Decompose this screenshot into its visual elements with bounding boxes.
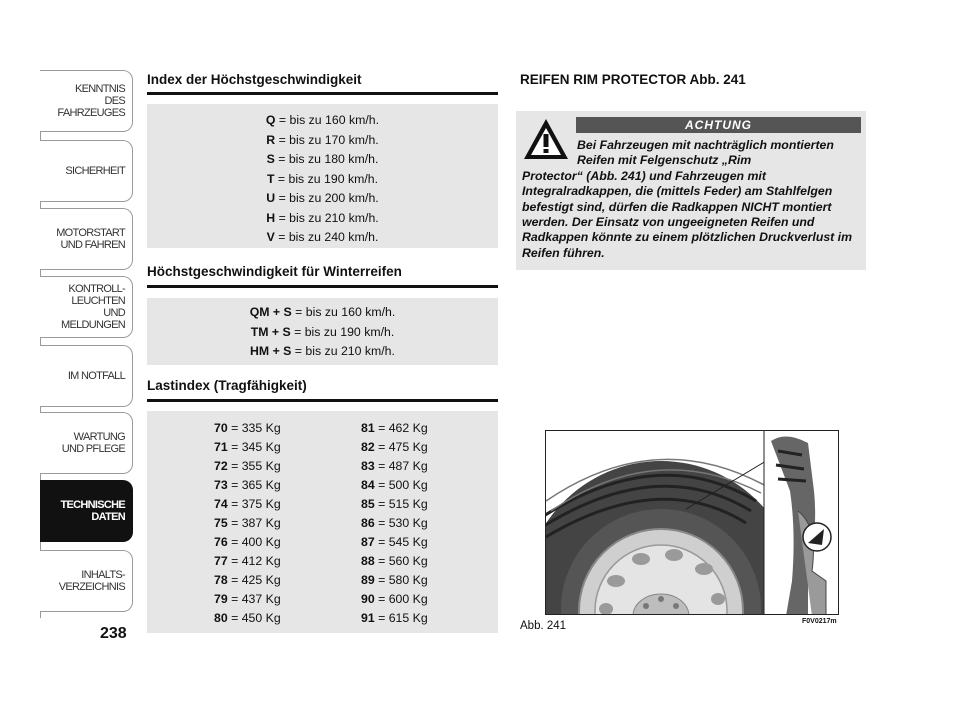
- load-index-row: [214, 438, 281, 457]
- load-index-row: [214, 514, 281, 533]
- speed-index-row-value: = bis zu 210 km/h.: [275, 210, 379, 225]
- load-index-row-value: = 335 Kg: [227, 421, 281, 435]
- speed-index-row: [147, 111, 498, 131]
- warning-banner: ACHTUNG: [576, 117, 861, 133]
- load-index-row-value: = 365 Kg: [227, 478, 281, 492]
- load-index-row-value: = 580 Kg: [374, 573, 428, 587]
- side-tab[interactable]: WARTUNG UND PFLEGE: [40, 412, 133, 474]
- load-index-row-value: = 487 Kg: [374, 459, 428, 473]
- winter-row-code: TM + S: [250, 324, 291, 339]
- speed-index-row-code: T: [266, 171, 275, 186]
- speed-index-row-value: = bis zu 240 km/h.: [274, 230, 379, 244]
- load-index-row: [361, 438, 428, 457]
- load-index-row: [361, 514, 428, 533]
- load-index-right-column: [361, 419, 428, 628]
- load-index-row-value: = 462 Kg: [374, 421, 428, 435]
- warning-text-rest: Protector“ (Abb. 241) und Fahrzeugen mit Integralradkappen, die (mittels Feder) am Stahlfelgen befestigt sind, dürfen die Radkappen NICHT montiert werden. Der Einsatz von ungeeigneten Reifen und Radkappen könnte zu einem plötzlichen Druckverlust im Reifen führen.: [522, 168, 853, 260]
- load-index-row-code: 79: [214, 592, 228, 606]
- load-index-row: [214, 609, 281, 628]
- load-index-row: [361, 533, 428, 552]
- warning-text: [522, 138, 862, 261]
- side-tab[interactable]: MOTORSTART UND FAHREN: [40, 208, 133, 270]
- winter-list: [147, 303, 498, 362]
- load-index-row-code: 77: [214, 554, 228, 568]
- figure-code: F0V0217m: [802, 618, 837, 625]
- speed-index-row-value: = bis zu 180 km/h.: [274, 152, 379, 166]
- load-index-row-code: 76: [214, 535, 228, 549]
- warning-text-first: Bei Fahrzeugen mit nachträglich montierten Reifen mit Felgenschutz „Rim: [577, 138, 834, 168]
- load-index-row: [361, 571, 428, 590]
- divider: [147, 285, 498, 288]
- winter-row: [147, 323, 498, 343]
- load-index-row-value: = 545 Kg: [374, 535, 428, 549]
- divider: [147, 399, 498, 402]
- side-tab[interactable]: INHALTS- VERZEICHNIS: [40, 550, 133, 612]
- load-index-row-value: = 375 Kg: [227, 497, 281, 511]
- winter-row-value: = bis zu 210 km/h.: [291, 344, 395, 358]
- load-index-row-code: 85: [361, 497, 375, 511]
- load-index-row-code: 73: [214, 478, 228, 492]
- side-tab[interactable]: TECHNISCHE DATEN: [40, 480, 133, 542]
- load-index-row-value: = 500 Kg: [374, 478, 428, 492]
- load-index-row: [214, 495, 281, 514]
- load-index-row-code: 71: [214, 440, 228, 454]
- load-index-row-value: = 475 Kg: [374, 440, 428, 454]
- speed-index-box: [147, 104, 498, 248]
- speed-index-row-code: H: [266, 210, 276, 225]
- load-index-row: [361, 457, 428, 476]
- divider: [147, 92, 498, 95]
- load-index-row-value: = 437 Kg: [227, 592, 281, 606]
- side-tab[interactable]: KENNTNIS DES FAHRZEUGES: [40, 70, 133, 132]
- load-index-row-value: = 600 Kg: [374, 592, 428, 606]
- load-index-row-code: 87: [361, 535, 375, 549]
- load-index-row: [361, 609, 428, 628]
- load-index-row-value: = 450 Kg: [227, 611, 281, 625]
- load-index-row: [214, 571, 281, 590]
- page-number: 238: [100, 625, 127, 642]
- speed-index-row: [147, 150, 498, 170]
- speed-index-row-code: S: [266, 152, 275, 166]
- load-index-row-code: 72: [214, 459, 228, 473]
- winter-row: [147, 342, 498, 362]
- load-index-row: [214, 552, 281, 571]
- load-index-row-code: 74: [214, 497, 228, 511]
- load-index-row-code: 81: [361, 421, 375, 435]
- load-index-row: [361, 495, 428, 514]
- load-index-row-code: 80: [214, 611, 228, 625]
- load-index-row: [361, 476, 428, 495]
- load-index-row-value: = 515 Kg: [374, 497, 428, 511]
- load-index-row-value: = 412 Kg: [227, 554, 281, 568]
- speed-index-row-value: = bis zu 160 km/h.: [275, 113, 380, 127]
- load-index-row-code: 90: [361, 592, 375, 606]
- load-index-row: [214, 419, 281, 438]
- side-tab[interactable]: IM NOTFALL: [40, 345, 133, 407]
- load-index-row: [214, 590, 281, 609]
- load-index-row-code: 82: [361, 440, 375, 454]
- load-index-row-code: 83: [361, 459, 375, 473]
- load-index-row-value: = 400 Kg: [227, 535, 281, 549]
- winter-row-code: HM + S: [250, 344, 292, 358]
- load-index-row-code: 88: [361, 554, 375, 568]
- speed-index-row-code: U: [266, 191, 276, 205]
- speed-index-row: [147, 170, 498, 190]
- side-tab[interactable]: SICHERHEIT: [40, 140, 133, 202]
- load-index-row: [361, 552, 428, 571]
- load-index-row: [214, 476, 281, 495]
- load-index-row-value: = 345 Kg: [227, 440, 281, 454]
- speed-index-list: [147, 111, 498, 248]
- speed-index-row-code: R: [266, 132, 276, 147]
- load-index-heading: Lastindex (Tragfähigkeit): [147, 378, 307, 393]
- load-index-left-column: [214, 419, 281, 628]
- load-index-row: [361, 419, 428, 438]
- speed-index-row: [147, 131, 498, 151]
- load-index-row-value: = 615 Kg: [374, 611, 428, 625]
- speed-index-row: [147, 228, 498, 248]
- speed-index-row-code: V: [266, 230, 275, 244]
- speed-index-row: [147, 189, 498, 209]
- load-index-row: [361, 590, 428, 609]
- load-index-row-code: 75: [214, 516, 228, 530]
- speed-index-row: [147, 209, 498, 229]
- load-index-row-value: = 387 Kg: [227, 516, 281, 530]
- load-index-row-code: 86: [361, 516, 375, 530]
- load-index-row-value: = 530 Kg: [374, 516, 428, 530]
- winter-row-value: = bis zu 190 km/h.: [290, 324, 395, 339]
- load-index-row: [214, 457, 281, 476]
- load-index-row-value: = 425 Kg: [227, 573, 281, 587]
- load-index-row-code: 84: [361, 478, 375, 492]
- load-index-row-value: = 560 Kg: [374, 554, 428, 568]
- load-index-row-code: 89: [361, 573, 375, 587]
- speed-index-row-value: = bis zu 190 km/h.: [274, 171, 379, 186]
- winter-box: [147, 298, 498, 365]
- load-index-row-code: 91: [361, 611, 375, 625]
- rim-protector-heading: REIFEN RIM PROTECTOR Abb. 241: [520, 72, 746, 87]
- winter-row-value: = bis zu 160 km/h.: [291, 305, 396, 319]
- load-index-row-code: 78: [214, 573, 228, 587]
- figure-caption: Abb. 241: [520, 620, 567, 632]
- side-tab[interactable]: KONTROLL- LEUCHTEN UND MELDUNGEN: [40, 276, 133, 338]
- load-index-row-code: 70: [214, 421, 228, 435]
- speed-index-row-value: = bis zu 200 km/h.: [275, 191, 379, 205]
- winter-heading: Höchstgeschwindigkeit für Winterreifen: [147, 264, 402, 279]
- load-index-row-value: = 355 Kg: [227, 459, 281, 473]
- tire-illustration: [546, 431, 839, 615]
- winter-row-code: QM + S: [249, 305, 292, 319]
- tire-figure: [545, 430, 839, 615]
- speed-index-row-code: Q: [265, 113, 276, 127]
- speed-index-row-value: = bis zu 170 km/h.: [275, 132, 379, 147]
- load-index-box: [147, 411, 498, 633]
- load-index-row: [214, 533, 281, 552]
- winter-row: [147, 303, 498, 323]
- speed-index-heading: Index der Höchstgeschwindigkeit: [147, 72, 362, 87]
